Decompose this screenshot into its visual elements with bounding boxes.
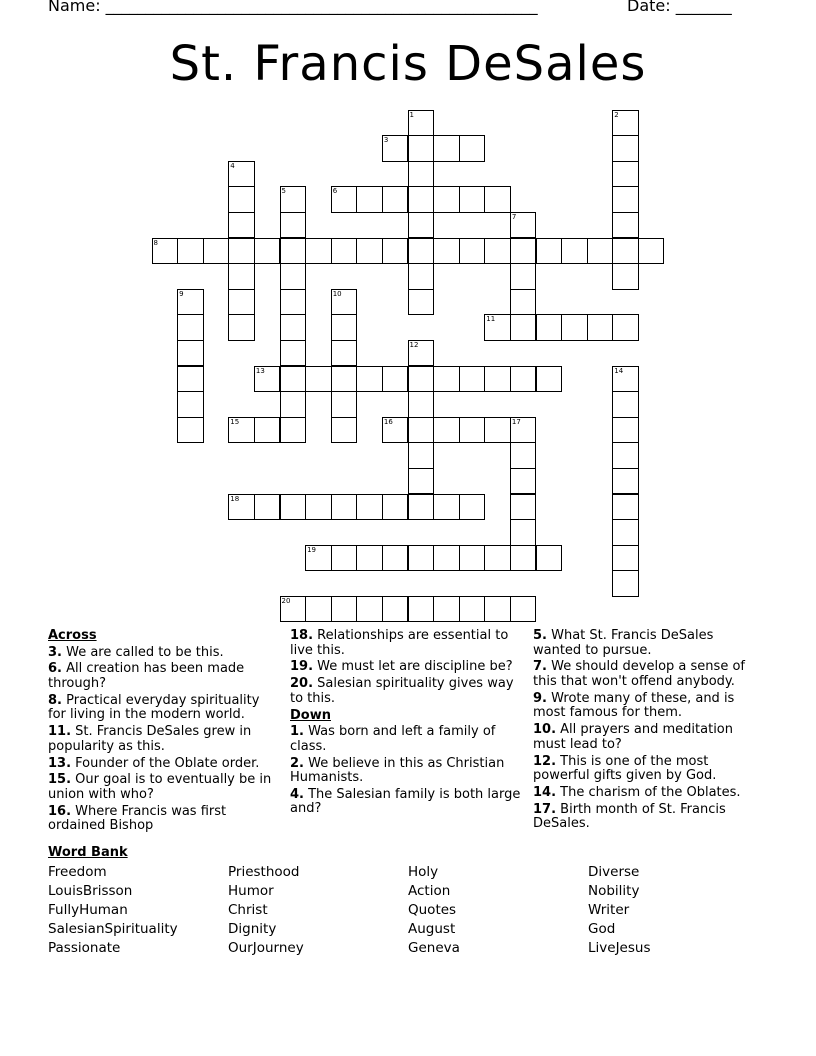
grid-cell[interactable] [305, 494, 332, 521]
clue-column-1 [48, 629, 280, 836]
page-title: St. Francis DeSales [169, 36, 647, 92]
grid-cell[interactable] [254, 494, 281, 521]
grid-cell[interactable] [484, 545, 511, 572]
clue-item [290, 725, 522, 754]
clue-number: 10 [332, 289, 342, 298]
word-bank-item: Quotes [408, 902, 457, 918]
grid-cell[interactable] [612, 186, 639, 213]
clue-number-label: 1. [290, 724, 304, 740]
clue-item [533, 786, 758, 801]
grid-cell[interactable] [408, 366, 435, 393]
clue-number: 5 [281, 187, 286, 196]
grid-cell[interactable] [612, 391, 639, 418]
grid-cell[interactable] [331, 289, 358, 316]
clue-number-label: 20. [290, 676, 314, 692]
grid-cell[interactable] [433, 596, 460, 623]
grid-cell[interactable] [510, 545, 537, 572]
grid-cell[interactable] [484, 596, 511, 623]
grid-cell[interactable] [408, 391, 435, 418]
clue-number: 2 [614, 110, 619, 119]
grid-cell[interactable] [459, 417, 486, 444]
grid-cell[interactable] [382, 366, 409, 393]
clue-text: Relationships are essential to live this. [290, 628, 509, 658]
clue-number: 6 [332, 187, 338, 196]
grid-cell[interactable] [612, 212, 639, 239]
grid-cell[interactable] [228, 212, 255, 239]
grid-cell[interactable] [536, 545, 563, 572]
grid-cell[interactable] [331, 596, 358, 623]
grid-cell[interactable] [305, 596, 332, 623]
grid-cell[interactable] [356, 545, 383, 572]
grid-cell[interactable] [612, 494, 639, 521]
grid-cell[interactable] [331, 314, 358, 341]
grid-cell[interactable] [280, 417, 307, 444]
clue-item [48, 757, 280, 772]
grid-cell[interactable] [280, 289, 307, 316]
clue-item [48, 646, 280, 661]
word-bank-item: Freedom [48, 864, 107, 880]
clue-item [290, 629, 522, 658]
grid-cell[interactable] [177, 391, 204, 418]
grid-cell[interactable] [612, 417, 639, 444]
grid-cell[interactable] [280, 340, 307, 367]
clue-text: Salesian spirituality gives way to this. [290, 676, 514, 706]
grid-cell[interactable] [510, 314, 537, 341]
grid-cell[interactable] [356, 596, 383, 623]
clue-item [48, 662, 280, 691]
grid-cell[interactable] [331, 545, 358, 572]
grid-cell[interactable] [280, 186, 307, 213]
grid-cell[interactable] [408, 494, 435, 521]
clue-number: 20 [281, 596, 291, 605]
grid-cell[interactable] [510, 212, 537, 239]
clue-text: Was born and left a family of class. [290, 724, 496, 754]
grid-cell[interactable] [612, 263, 639, 290]
grid-cell[interactable] [510, 366, 537, 393]
grid-cell[interactable] [510, 263, 537, 290]
word-bank-item: Nobility [588, 883, 640, 899]
grid-cell[interactable] [177, 366, 204, 393]
clue-text: The Salesian family is both large and? [290, 786, 521, 817]
grid-cell[interactable] [382, 494, 409, 521]
grid-cell[interactable] [510, 519, 537, 546]
clue-number-label: 19. [290, 659, 314, 675]
grid-cell[interactable] [433, 545, 460, 572]
grid-cell[interactable] [331, 366, 358, 393]
clue-item [48, 694, 280, 723]
grid-cell[interactable] [228, 314, 255, 341]
clue-item [290, 660, 522, 675]
grid-cell[interactable] [408, 545, 435, 572]
clue-number-label: 12. [533, 753, 557, 769]
word-bank-heading: Word Bank [48, 845, 128, 860]
grid-cell[interactable] [536, 314, 563, 341]
word-bank [48, 864, 768, 964]
clue-text: Our goal is to eventually be in union with who? [48, 772, 272, 802]
clue-text: Where Francis was first ordained Bishop [48, 803, 227, 834]
grid-cell[interactable] [484, 186, 511, 213]
grid-cell[interactable] [510, 442, 537, 469]
across-heading: Across [48, 628, 97, 643]
grid-cell[interactable] [510, 596, 537, 623]
grid-cell[interactable] [408, 417, 435, 444]
grid-cell[interactable] [280, 596, 307, 623]
grid-cell[interactable] [177, 417, 204, 444]
clue-item [290, 788, 522, 817]
grid-cell[interactable] [408, 596, 435, 623]
clue-item [533, 692, 758, 721]
clue-number-label: 7. [533, 659, 547, 675]
grid-cell[interactable] [536, 238, 563, 265]
grid-cell[interactable] [612, 135, 639, 162]
clue-number: 7 [511, 212, 517, 221]
word-bank-item: Priesthood [228, 864, 300, 880]
clue-item [48, 773, 280, 802]
grid-cell[interactable] [382, 238, 409, 265]
grid-cell[interactable] [331, 417, 358, 444]
down-clue-list-continued [533, 629, 758, 832]
grid-cell[interactable] [612, 314, 639, 341]
grid-cell[interactable] [408, 186, 435, 213]
grid-cell[interactable] [382, 186, 409, 213]
grid-cell[interactable] [510, 494, 537, 521]
across-clue-list-continued [290, 629, 522, 706]
grid-cell[interactable] [177, 289, 204, 316]
grid-cell[interactable] [254, 366, 281, 393]
grid-cell[interactable] [408, 263, 435, 290]
clue-number: 17 [511, 417, 521, 426]
grid-cell[interactable] [177, 238, 204, 265]
clue-number: 9 [179, 289, 184, 298]
down-heading: Down [290, 707, 331, 723]
grid-cell[interactable] [228, 289, 255, 316]
clue-number-label: 10. [533, 722, 557, 738]
grid-cell[interactable] [280, 391, 307, 418]
grid-cell[interactable] [228, 186, 255, 213]
date-field[interactable]: Date: _______ [627, 0, 732, 15]
grid-cell[interactable] [433, 494, 460, 521]
grid-cell[interactable] [561, 238, 588, 265]
grid-cell[interactable] [356, 186, 383, 213]
clue-item [533, 803, 758, 832]
grid-cell[interactable] [510, 468, 537, 495]
clue-number: 12 [409, 340, 419, 349]
grid-cell[interactable] [587, 238, 614, 265]
grid-cell[interactable] [331, 391, 358, 418]
grid-cell[interactable] [228, 494, 255, 521]
clue-number-label: 6. [48, 661, 62, 677]
clue-number-label: 13. [48, 755, 72, 771]
word-bank-item: Humor [228, 883, 274, 899]
grid-cell[interactable] [612, 519, 639, 546]
grid-cell[interactable] [459, 186, 486, 213]
word-bank-item: Geneva [408, 940, 460, 956]
grid-cell[interactable] [459, 135, 486, 162]
clue-column-2 [290, 629, 522, 819]
grid-cell[interactable] [433, 186, 460, 213]
grid-cell[interactable] [203, 238, 230, 265]
grid-cell[interactable] [356, 238, 383, 265]
grid-cell[interactable] [433, 135, 460, 162]
grid-cell[interactable] [382, 596, 409, 623]
grid-cell[interactable] [331, 238, 358, 265]
clue-number: 4 [230, 161, 235, 170]
clue-number-label: 2. [290, 755, 304, 771]
grid-cell[interactable] [433, 417, 460, 444]
grid-cell[interactable] [382, 135, 409, 162]
grid-cell[interactable] [408, 212, 435, 239]
grid-cell[interactable] [408, 110, 435, 137]
clue-number: 13 [255, 366, 265, 375]
clue-item [48, 725, 280, 754]
grid-cell[interactable] [305, 545, 332, 572]
clue-item [533, 660, 758, 689]
clue-number-label: 3. [48, 644, 62, 660]
across-clue-list [48, 646, 280, 834]
clue-text: What St. Francis DeSales wanted to pursue. [533, 628, 714, 658]
clue-number: 3 [383, 136, 389, 145]
grid-cell[interactable] [228, 161, 255, 188]
grid-cell[interactable] [280, 494, 307, 521]
grid-cell[interactable] [152, 238, 179, 265]
grid-cell[interactable] [228, 417, 255, 444]
clue-item [290, 757, 522, 786]
word-bank-item: FullyHuman [48, 902, 128, 918]
clue-number-label: 18. [290, 628, 314, 643]
clue-number-label: 17. [533, 801, 557, 817]
grid-cell[interactable] [433, 238, 460, 265]
grid-cell[interactable] [484, 314, 511, 341]
grid-cell[interactable] [612, 545, 639, 572]
clue-number-label: 11. [48, 724, 72, 740]
grid-cell[interactable] [612, 570, 639, 597]
grid-cell[interactable] [612, 442, 639, 469]
grid-cell[interactable] [459, 596, 486, 623]
grid-cell[interactable] [587, 314, 614, 341]
clue-item [533, 723, 758, 752]
grid-cell[interactable] [536, 366, 563, 393]
clue-number: 19 [307, 545, 317, 554]
clue-number-label: 5. [533, 628, 547, 643]
clue-text: We believe in this as Christian Humanists. [290, 755, 505, 786]
word-bank-item: Dignity [228, 921, 277, 937]
clue-text: All prayers and meditation must lead to? [533, 722, 733, 752]
word-bank-item: August [408, 921, 456, 937]
grid-cell[interactable] [612, 468, 639, 495]
grid-cell[interactable] [254, 417, 281, 444]
grid-cell[interactable] [280, 263, 307, 290]
grid-cell[interactable] [510, 417, 537, 444]
clue-number: 14 [614, 366, 624, 375]
word-bank-item: Writer [588, 902, 630, 918]
grid-cell[interactable] [408, 289, 435, 316]
clue-number: 8 [153, 238, 158, 247]
grid-cell[interactable] [305, 238, 332, 265]
grid-cell[interactable] [510, 238, 537, 265]
grid-cell[interactable] [228, 263, 255, 290]
grid-cell[interactable] [177, 314, 204, 341]
grid-cell[interactable] [510, 289, 537, 316]
clue-text: Birth month of St. Francis DeSales. [533, 801, 726, 832]
clue-number: 16 [383, 417, 393, 426]
clue-text: The charism of the Oblates. [556, 784, 741, 800]
grid-cell[interactable] [408, 135, 435, 162]
clue-column-3 [533, 629, 758, 834]
clue-item [290, 677, 522, 706]
grid-cell[interactable] [280, 366, 307, 393]
grid-cell[interactable] [561, 314, 588, 341]
grid-cell[interactable] [254, 238, 281, 265]
clue-number-label: 4. [290, 786, 304, 802]
clue-item [533, 629, 758, 658]
grid-cell[interactable] [638, 238, 665, 265]
grid-cell[interactable] [305, 366, 332, 393]
grid-cell[interactable] [484, 366, 511, 393]
grid-cell[interactable] [382, 417, 409, 444]
clue-number: 11 [486, 315, 496, 324]
grid-cell[interactable] [228, 238, 255, 265]
word-bank-item: Passionate [48, 940, 121, 956]
word-bank-item: LiveJesus [588, 940, 651, 956]
grid-cell[interactable] [433, 366, 460, 393]
clue-text: We are called to be this. [61, 644, 224, 660]
grid-cell[interactable] [459, 494, 486, 521]
word-bank-item: LouisBrisson [48, 883, 133, 899]
word-bank-item: SalesianSpirituality [48, 921, 178, 937]
clue-number-label: 15. [48, 772, 72, 788]
grid-cell[interactable] [356, 366, 383, 393]
word-bank-item: Action [408, 883, 451, 899]
clue-item [48, 805, 280, 834]
grid-cell[interactable] [331, 186, 358, 213]
grid-cell[interactable] [459, 238, 486, 265]
word-bank-item: Holy [408, 864, 439, 880]
clue-text: We must let are discipline be? [313, 659, 513, 675]
grid-cell[interactable] [459, 366, 486, 393]
clue-number: 18 [230, 494, 240, 503]
clue-number: 1 [409, 110, 414, 119]
word-bank-item: OurJourney [228, 940, 304, 956]
grid-cell[interactable] [484, 417, 511, 444]
word-bank-item: God [588, 921, 616, 937]
grid-cell[interactable] [382, 545, 409, 572]
clue-text: Wrote many of these, and is most famous for them. [533, 690, 735, 721]
grid-cell[interactable] [280, 212, 307, 239]
down-clue-list [290, 725, 522, 817]
clue-text: We should develop a sense of this that won't offend anybody. [533, 659, 745, 689]
grid-cell[interactable] [408, 161, 435, 188]
grid-cell[interactable] [408, 340, 435, 367]
clue-text: Practical everyday spirituality for living in the modern world. [48, 692, 260, 723]
clue-text: Founder of the Oblate order. [71, 755, 260, 771]
clue-number-label: 9. [533, 690, 547, 706]
grid-cell[interactable] [459, 545, 486, 572]
grid-cell[interactable] [484, 238, 511, 265]
word-bank-item: Christ [228, 902, 268, 918]
grid-cell[interactable] [612, 366, 639, 393]
grid-cell[interactable] [356, 494, 383, 521]
name-field[interactable]: Name: ______________________________________________________ [48, 0, 538, 15]
grid-cell[interactable] [612, 161, 639, 188]
clue-number-label: 16. [48, 803, 72, 819]
clue-item [533, 755, 758, 784]
grid-cell[interactable] [612, 110, 639, 137]
clue-text: This is one of the most powerful gifts given by God. [533, 753, 717, 784]
grid-cell[interactable] [408, 442, 435, 469]
clue-number-label: 8. [48, 692, 62, 708]
grid-cell[interactable] [280, 314, 307, 341]
clue-number-label: 14. [533, 784, 557, 800]
grid-cell[interactable] [408, 238, 435, 265]
grid-cell[interactable] [177, 340, 204, 367]
grid-cell[interactable] [331, 494, 358, 521]
clue-number: 15 [230, 417, 240, 426]
grid-cell[interactable] [612, 238, 639, 265]
word-bank-item: Diverse [588, 864, 640, 880]
grid-cell[interactable] [280, 238, 307, 265]
grid-cell[interactable] [408, 468, 435, 495]
clue-text: St. Francis DeSales grew in popularity as this. [48, 724, 252, 754]
clue-text: All creation has been made through? [48, 661, 245, 691]
grid-cell[interactable] [331, 340, 358, 367]
